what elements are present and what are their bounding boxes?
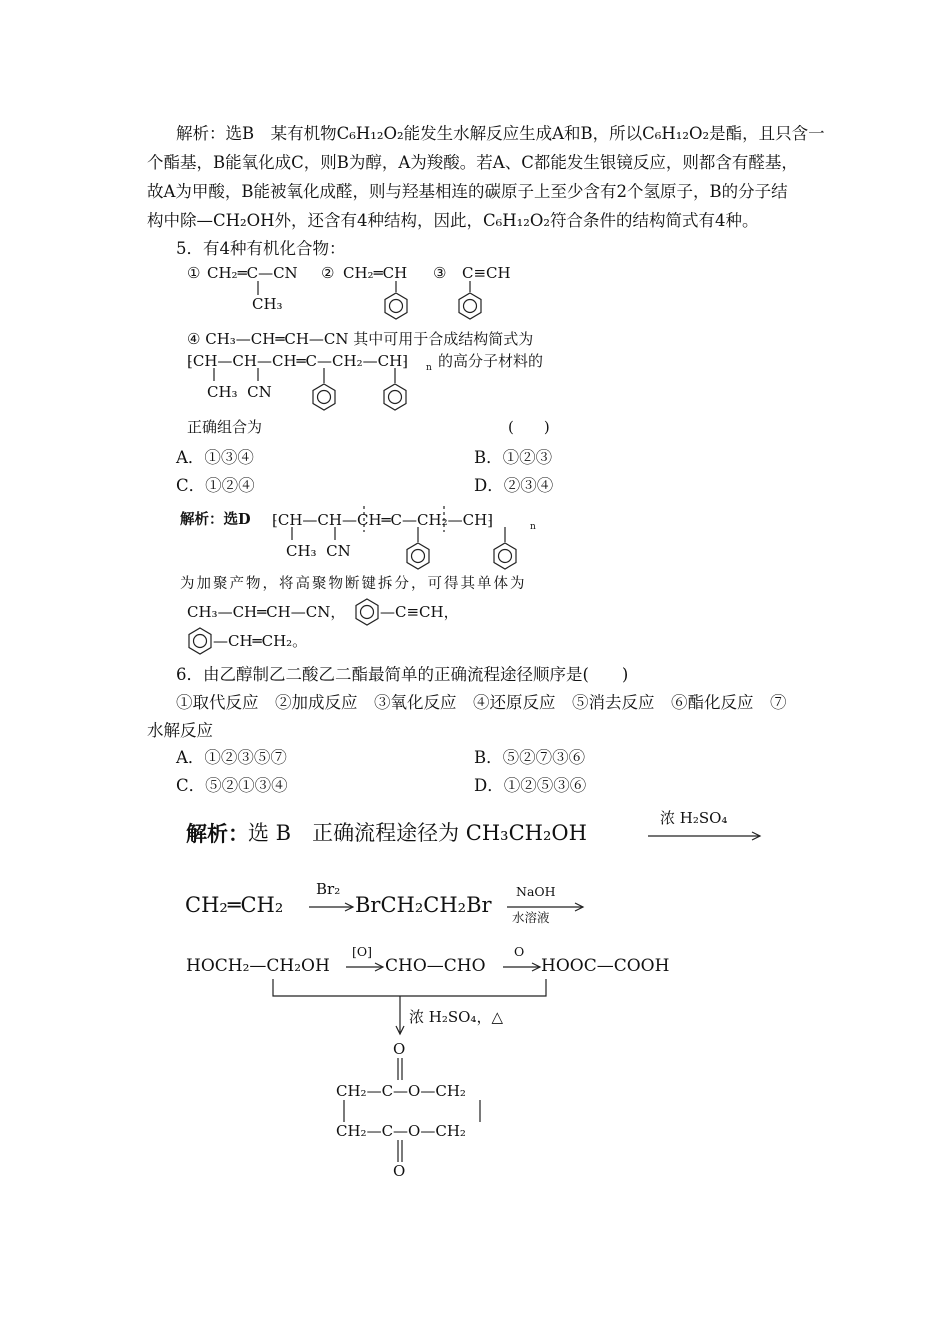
compound-3-formula: C≡CH (462, 264, 511, 282)
monomer-3: —CH═CH₂。 (213, 632, 308, 650)
condition-3-bottom: 水溶液 (512, 910, 550, 925)
compound-1-sub: CH₃ (252, 295, 283, 313)
analysis-line-2: 个酯基，B能氧化成C，则B为醇，A为羧酸。若A、C都能发生银镜反应，则都含有醛基， (147, 153, 798, 172)
glyoxal: CHO—CHO (385, 956, 486, 976)
polymer-sub: CH₃ CN (207, 383, 272, 401)
polymer-benzene-2 (384, 384, 406, 410)
condition-3-top: NaOH (516, 884, 556, 899)
monomer-2: —C≡CH， (380, 603, 459, 621)
condition-6: 浓 H₂SO₄，△ (409, 1008, 503, 1026)
condition-4: [O] (352, 944, 373, 959)
benzene-ring-3 (459, 293, 481, 319)
q6-option-b: B．⑤②⑦③⑥ (474, 748, 586, 767)
question-6-stem: 6．由乙醇制乙二酸乙二酯最简单的正确流程途径顺序是( ) (176, 665, 629, 684)
correct-combo-label: 正确组合为 (187, 418, 263, 436)
compound-3-mark: ③ (433, 264, 447, 282)
compound-4-line: ④ CH₃—CH═CH—CN 其中可用于合成结构简式为 (187, 330, 534, 348)
q5-option-a: A．①③④ (176, 448, 254, 467)
ethylene-glycol: HOCH₂—CH₂OH (186, 956, 330, 976)
compound-1-mark: ① (187, 264, 201, 282)
reaction-types-line-2: 水解反应 (147, 721, 213, 740)
answer-benzene-1 (407, 543, 429, 569)
ring-row-2: CH₂—C—O—CH₂ (336, 1122, 466, 1140)
ring-row-1: CH₂—C—O—CH₂ (336, 1082, 466, 1100)
answer-polymer-n: n (530, 522, 536, 532)
oxalic-acid: HOOC—COOH (541, 956, 670, 976)
q6-option-a: A．①②③⑤⑦ (176, 748, 287, 767)
q6-option-c: C．⑤②①③④ (176, 776, 288, 795)
answer-paren: ( ) (508, 418, 550, 436)
analysis-line-4: 构中除—CH₂OH外，还含有4种结构，因此，C₆H₁₂O₂符合条件的结构简式有4种。 (147, 211, 759, 230)
q6-answer-choice: 选 B 正确流程途径为 CH₃CH₂OH (248, 821, 587, 845)
analysis-line-3: 故A为甲酸，B能被氧化成醛，则与羟基相连的碳原子上至少含有2个氢原子，B的分子结 (147, 182, 788, 201)
q5-answer-label: 解析：选D (180, 511, 251, 528)
ring-oxygen-top: O (393, 1040, 406, 1058)
dibromoethane: BrCH₂CH₂Br (355, 893, 492, 917)
q5-option-b: B．①②③ (474, 448, 553, 467)
q5-option-c: C．①②④ (176, 476, 255, 495)
reaction-types-line-1: ①取代反应 ②加成反应 ③氧化反应 ④还原反应 ⑤消去反应 ⑥酯化反应 ⑦ (176, 693, 787, 712)
compound-2-mark: ② (321, 264, 335, 282)
q5-answer-text: 为加聚产物，将高聚物断键拆分，可得其单体为 (180, 576, 527, 592)
question-5-stem: 5．有4种有机化合物： (176, 239, 346, 258)
esterify-bracket (273, 979, 546, 996)
answer-benzene-2 (494, 543, 516, 569)
polymer-formula: ⁅CH—CH—CH═C—CH₂—CH⁆ (187, 352, 409, 370)
monomer-benzene-1 (356, 599, 378, 625)
condition-1: 浓 H₂SO₄ (660, 809, 728, 827)
monomer-1: CH₃—CH═CH—CN， (187, 603, 346, 621)
answer-polymer-formula: ⁅CH—CH—CH═C—CH₂—CH⁆ (272, 511, 494, 529)
analysis-line-1: 解析：选B 某有机物C₆H₁₂O₂能发生水解反应生成A和B，所以C₆H₁₂O₂是酯，且只含一 (176, 124, 825, 143)
ethylene: CH₂═CH₂ (185, 893, 284, 917)
answer-polymer-sub: CH₃ CN (286, 542, 351, 560)
q6-answer-label: 解析： (186, 821, 249, 846)
condition-2: Br₂ (316, 880, 341, 898)
monomer-benzene-2 (189, 628, 211, 654)
polymer-n: n (426, 363, 432, 373)
compound-2-formula: CH₂═CH (343, 264, 408, 282)
q6-option-d: D．①②⑤③⑥ (474, 776, 587, 795)
compound-1-formula: CH₂═C—CN (207, 264, 298, 282)
q5-option-d: D．②③④ (474, 476, 554, 495)
polymer-tail-text: 的高分子材料的 (438, 352, 544, 370)
ring-oxygen-bottom: O (393, 1162, 406, 1180)
polymer-benzene-1 (313, 384, 335, 410)
condition-5: O (514, 944, 525, 959)
benzene-ring-2 (385, 293, 407, 319)
